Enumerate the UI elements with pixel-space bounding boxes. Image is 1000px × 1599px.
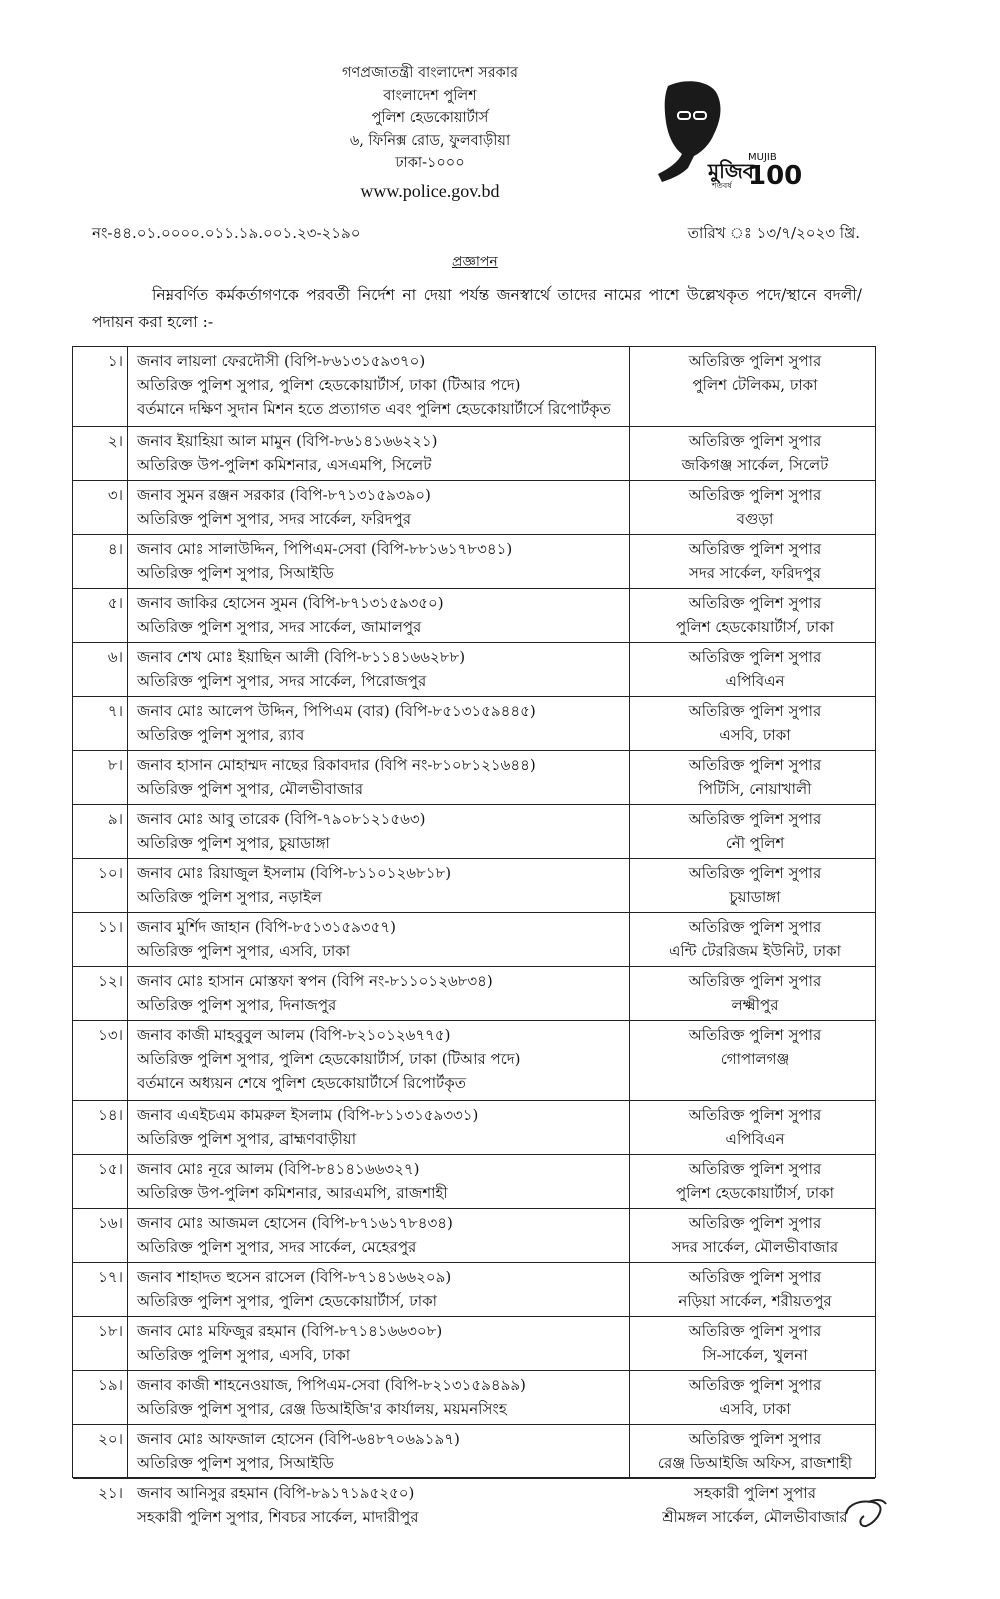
officer-details	[137, 645, 693, 693]
new-posting	[637, 915, 873, 963]
new-posting	[637, 483, 873, 531]
table-row	[73, 1209, 875, 1263]
officer-details	[137, 1265, 693, 1313]
officer-details	[137, 483, 693, 531]
new-posting	[637, 1427, 873, 1475]
serial-number: ১০।	[98, 864, 123, 882]
current-posting: অতিরিক্ত পুলিশ সুপার, পুলিশ হেডকোয়ার্টার্স, ঢাকা (টিআর পদে)	[137, 1050, 521, 1068]
serial-number: ২০।	[98, 1430, 123, 1448]
new-designation: অতিরিক্ত পুলিশ সুপার	[688, 810, 822, 828]
serial-number: ৬।	[107, 648, 123, 666]
letterhead	[280, 62, 580, 205]
officer-name: জনাব মোঃ মফিজুর রহমান (বিপি-৮৭১৪১৬৬৩০৮)	[137, 1322, 443, 1340]
new-location: সদর সার্কেল, ফরিদপুর	[688, 564, 822, 582]
serial-number: ৩।	[107, 486, 123, 504]
table-row	[73, 805, 875, 859]
current-posting: অতিরিক্ত উপ-পুলিশ কমিশনার, আরএমপি, রাজশাহী	[137, 1184, 448, 1202]
header-line-police: বাংলাদেশ পুলিশ	[383, 87, 477, 104]
serial-number: ৮।	[107, 756, 123, 774]
svg-text:MUJIB: MUJIB	[748, 152, 777, 163]
officer-details	[137, 349, 693, 421]
svg-text:মুজিব: মুজিব	[708, 159, 754, 183]
officer-details	[137, 1023, 693, 1095]
serial-number: ১৩।	[98, 1026, 123, 1044]
notice-title: প্রজ্ঞাপন	[452, 254, 498, 270]
new-location: এপিবিএন	[725, 672, 785, 690]
officer-details	[137, 1427, 693, 1475]
new-posting	[637, 645, 873, 693]
serial-number: ১৭।	[98, 1268, 123, 1286]
table-row	[73, 1263, 875, 1317]
new-location: রেঞ্জ ডিআইজি অফিস, রাজশাহী	[657, 1454, 853, 1472]
current-posting: অতিরিক্ত পুলিশ সুপার, মৌলভীবাজার	[137, 780, 364, 798]
officer-details	[137, 915, 693, 963]
current-posting: অতিরিক্ত পুলিশ সুপার, সিআইডি	[137, 564, 334, 582]
new-location: লক্ষ্মীপুর	[731, 996, 779, 1014]
table-row	[73, 481, 875, 535]
header-website: www.police.gov.bd	[360, 180, 500, 201]
officer-name: জনাব শেখ মোঃ ইয়াছিন আলী (বিপি-৮১১৪১৬৬২৮৮)	[137, 648, 466, 666]
table-row	[73, 1101, 875, 1155]
officer-name: জনাব মোঃ সালাউদ্দিন, পিপিএম-সেবা (বিপি-৮৮১৬১৭৮৩৪১)	[137, 540, 513, 558]
officer-details	[137, 429, 693, 477]
new-designation: অতিরিক্ত পুলিশ সুপার	[688, 1026, 822, 1044]
table-row	[73, 427, 875, 481]
new-designation: অতিরিক্ত পুলিশ সুপার	[688, 756, 822, 774]
officer-details	[137, 1157, 693, 1205]
new-posting	[637, 1319, 873, 1367]
new-designation: অতিরিক্ত পুলিশ সুপার	[688, 432, 822, 450]
officer-name: জনাব হাসান মোহাম্মদ নাছের রিকাবদার (বিপি নং-৮১০৮১২১৬৪৪)	[137, 756, 536, 774]
officer-details	[137, 807, 693, 855]
current-posting: অতিরিক্ত পুলিশ সুপার, পুলিশ হেডকোয়ার্টার্স, ঢাকা (টিআর পদে)	[137, 376, 521, 394]
new-location: শ্রীমঙ্গল সার্কেল, মৌলভীবাজার	[662, 1508, 848, 1526]
new-designation: অতিরিক্ত পুলিশ সুপার	[688, 702, 822, 720]
new-designation: অতিরিক্ত পুলিশ সুপার	[688, 594, 822, 612]
current-posting: অতিরিক্ত পুলিশ সুপার, দিনাজপুর	[137, 996, 337, 1014]
new-posting	[637, 1157, 873, 1205]
current-posting: অতিরিক্ত পুলিশ সুপার, র‍্যাব	[137, 726, 305, 744]
table-row	[73, 859, 875, 913]
current-posting: অতিরিক্ত পুলিশ সুপার, রেঞ্জ ডিআইজি'র কার্যালয়, ময়মনসিংহ	[137, 1400, 507, 1418]
current-posting: সহকারী পুলিশ সুপার, শিবচর সার্কেল, মাদারীপুর	[137, 1508, 419, 1526]
header-line-government: গণপ্রজাতন্ত্রী বাংলাদেশ সরকার	[341, 65, 518, 81]
header-line-city: ঢাকা-১০০০	[395, 155, 465, 171]
table-row	[73, 697, 875, 751]
new-location: গোপালগঞ্জ	[720, 1050, 790, 1068]
new-designation: অতিরিক্ত পুলিশ সুপার	[688, 972, 822, 990]
officer-name: জনাব লায়লা ফেরদৌসী (বিপি-৮৬১৩১৫৯৩৭০)	[137, 352, 426, 370]
officer-name: জনাব মোঃ আবু তারেক (বিপি-৭৯০৮১২১৫৬৩)	[137, 810, 426, 828]
officer-details	[137, 969, 693, 1017]
table-row	[73, 1155, 875, 1209]
header-line-headquarters: পুলিশ হেডকোয়ার্টার্স	[371, 110, 489, 126]
new-location: এন্টি টেররিজম ইউনিট, ঢাকা	[669, 942, 841, 960]
officer-name: জনাব সুমন রঞ্জন সরকার (বিপি-৮৭১৩১৫৯৩৯০)	[137, 486, 431, 504]
officer-name: জনাব মোঃ নূরে আলম (বিপি-৮৪১৪১৬৬৩২৭)	[137, 1160, 420, 1178]
serial-number: ২।	[107, 432, 123, 450]
new-location: পুলিশ হেডকোয়ার্টার্স, ঢাকা	[675, 618, 834, 636]
new-designation: অতিরিক্ত পুলিশ সুপার	[688, 1376, 822, 1394]
new-posting	[637, 1103, 873, 1151]
officer-details	[137, 591, 693, 639]
table-row	[73, 751, 875, 805]
new-designation: অতিরিক্ত পুলিশ সুপার	[688, 352, 822, 370]
new-location: পিটিসি, নোয়াখালী	[698, 780, 812, 798]
new-designation: অতিরিক্ত পুলিশ সুপার	[688, 1430, 822, 1448]
officer-details	[137, 1103, 693, 1151]
new-designation: অতিরিক্ত পুলিশ সুপার	[688, 648, 822, 666]
officer-details	[137, 1319, 693, 1367]
new-posting	[637, 591, 873, 639]
serial-number: ১১।	[98, 918, 123, 936]
transfer-table	[72, 346, 876, 1526]
current-posting: অতিরিক্ত পুলিশ সুপার, চুয়াডাঙ্গা	[137, 834, 330, 852]
officer-name: জনাব মোঃ আজমল হোসেন (বিপি-৮৭১৬১৭৮৪৩৪)	[137, 1214, 453, 1232]
new-designation: অতিরিক্ত পুলিশ সুপার	[688, 864, 822, 882]
intro-paragraph: নিম্নবর্ণিত কর্মকর্তাগণকে পরবর্তী নির্দেশ না দেয়া পর্যন্ত জনস্বার্থে তাদের নামের পাশে উল্লেখকৃত পদে/স্থানে বদলী/পদায়ন করা হলো :-	[92, 286, 862, 331]
new-posting	[637, 349, 873, 397]
table-row	[73, 1371, 875, 1425]
officer-name: জনাব জাকির হোসেন সুমন (বিপি-৮৭১৩১৫৯৩৫০)	[137, 594, 444, 612]
new-location: এপিবিএন	[725, 1130, 785, 1148]
current-posting: অতিরিক্ত পুলিশ সুপার, সদর সার্কেল, মেহেরপুর	[137, 1238, 417, 1256]
officer-details	[137, 861, 693, 909]
new-posting	[637, 1373, 873, 1421]
header-line-address: ৬, ফিনিক্স রোড, ফুলবাড়ীয়া	[349, 132, 511, 149]
serial-number: ১৯।	[98, 1376, 123, 1394]
svg-text:100: 100	[748, 161, 803, 191]
serial-number: ২১।	[98, 1484, 123, 1502]
current-posting: অতিরিক্ত পুলিশ সুপার, নড়াইল	[137, 888, 322, 906]
new-location: বগুড়া	[736, 510, 774, 528]
new-posting	[637, 1211, 873, 1259]
new-posting	[637, 699, 873, 747]
serial-number: ১৫।	[98, 1160, 123, 1178]
new-location: সদর সার্কেল, মৌলভীবাজার	[671, 1238, 839, 1256]
new-designation: অতিরিক্ত পুলিশ সুপার	[688, 1160, 822, 1178]
officer-name: জনাব আনিসুর রহমান (বিপি-৮৯১৭১৯৫২৫০)	[137, 1484, 415, 1502]
current-posting: অতিরিক্ত পুলিশ সুপার, পুলিশ হেডকোয়ার্টার্স, ঢাকা	[137, 1292, 437, 1310]
new-location: পুলিশ হেডকোয়ার্টার্স, ঢাকা	[675, 1184, 834, 1202]
officer-name: জনাব কাজী শাহনেওয়াজ, পিপিএম-সেবা (বিপি-৮২১৩১৫৯৪৯৯)	[137, 1376, 526, 1394]
table-row	[73, 535, 875, 589]
new-designation: অতিরিক্ত পুলিশ সুপার	[688, 918, 822, 936]
new-location: জকিগঞ্জ সার্কেল, সিলেট	[681, 456, 829, 474]
new-designation: অতিরিক্ত পুলিশ সুপার	[688, 540, 822, 558]
serial-number: ১৬।	[98, 1214, 123, 1232]
officer-name: জনাব মোঃ আলেপ উদ্দিন, পিপিএম (বার) (বিপি-৮৫১৩১৫৯৪৪৫)	[137, 702, 536, 720]
new-location: চুয়াডাঙ্গা	[729, 888, 781, 906]
serial-number: ১২।	[98, 972, 123, 990]
serial-number: ১৪।	[98, 1106, 123, 1124]
new-designation: অতিরিক্ত পুলিশ সুপার	[688, 1106, 822, 1124]
new-designation: সহকারী পুলিশ সুপার	[694, 1484, 816, 1502]
serial-number: ৭।	[107, 702, 123, 720]
new-location: এসবি, ঢাকা	[719, 726, 791, 744]
signature-initial	[838, 1490, 898, 1530]
new-location: সি-সার্কেল, খুলনা	[702, 1346, 808, 1364]
new-posting	[637, 429, 873, 477]
svg-text:শতবর্ষ: শতবর্ষ	[712, 181, 732, 190]
table-row	[73, 1021, 875, 1101]
table-row	[73, 913, 875, 967]
officer-details	[137, 699, 693, 747]
table-row	[73, 1425, 875, 1479]
current-posting: অতিরিক্ত পুলিশ সুপার, ব্রাহ্মণবাড়ীয়া	[137, 1130, 357, 1148]
current-posting: অতিরিক্ত উপ-পুলিশ কমিশনার, এসএমপি, সিলেট	[137, 456, 432, 474]
new-location: নড়িয়া সার্কেল, শরীয়তপুর	[678, 1292, 832, 1310]
officer-name: জনাব মোঃ আফজাল হোসেন (বিপি-৬৪৮৭০৬৯১৯৭)	[137, 1430, 460, 1448]
officer-details	[137, 753, 693, 801]
current-posting: অতিরিক্ত পুলিশ সুপার, এসবি, ঢাকা	[137, 1346, 351, 1364]
current-posting: অতিরিক্ত পুলিশ সুপার, এসবি, ঢাকা	[137, 942, 351, 960]
officer-name: জনাব এএইচএম কামরুল ইসলাম (বিপি-৮১১৩১৫৯৩৩১)	[137, 1106, 479, 1124]
current-posting: অতিরিক্ত পুলিশ সুপার, সিআইডি	[137, 1454, 334, 1472]
current-posting: অতিরিক্ত পুলিশ সুপার, সদর সার্কেল, জামালপুর	[137, 618, 422, 636]
new-designation: অতিরিক্ত পুলিশ সুপার	[688, 1214, 822, 1232]
officer-name: জনাব কাজী মাহবুবুল আলম (বিপি-৮২১০১২৬৭৭৫)	[137, 1026, 451, 1044]
new-posting	[637, 753, 873, 801]
officer-details	[137, 1211, 693, 1259]
serial-number: ৯।	[107, 810, 123, 828]
officer-name: জনাব মোঃ রিয়াজুল ইসলাম (বিপি-৮১১০১২৬৮১৮)	[137, 864, 452, 882]
posting-remark: বর্তমানে অধ্যয়ন শেষে পুলিশ হেডকোয়ার্টার্সে রিপোর্টকৃত	[137, 1074, 466, 1092]
new-posting	[637, 537, 873, 585]
serial-number: ৪।	[107, 540, 123, 558]
new-location: নৌ পুলিশ	[725, 834, 785, 852]
officer-details	[137, 1373, 693, 1421]
officer-name: জনাব ইয়াহিয়া আল মামুন (বিপি-৮৬১৪১৬৬২২১)	[137, 432, 438, 450]
new-posting	[637, 807, 873, 855]
new-designation: অতিরিক্ত পুলিশ সুপার	[688, 1322, 822, 1340]
officer-name: জনাব মুর্শিদ জাহান (বিপি-৮৫১৩১৫৯৩৫৭)	[137, 918, 396, 936]
current-posting: অতিরিক্ত পুলিশ সুপার, সদর সার্কেল, পিরোজপুর	[137, 672, 427, 690]
table-row	[73, 589, 875, 643]
table-row	[73, 347, 875, 427]
new-posting	[637, 969, 873, 1017]
memo-number: নং-৪৪.০১.০০০০.০১১.১৯.০০১.২৩-২১৯০	[92, 224, 361, 242]
serial-number: ৫।	[107, 594, 123, 612]
new-posting	[637, 861, 873, 909]
table-row	[73, 643, 875, 697]
current-posting: অতিরিক্ত পুলিশ সুপার, সদর সার্কেল, ফরিদপুর	[137, 510, 412, 528]
serial-number: ১।	[107, 352, 123, 370]
new-location: এসবি, ঢাকা	[719, 1400, 791, 1418]
new-designation: অতিরিক্ত পুলিশ সুপার	[688, 486, 822, 504]
officer-name: জনাব মোঃ হাসান মোস্তফা স্বপন (বিপি নং-৮১১০১২৬৮৩৪)	[137, 972, 493, 990]
table-row	[73, 967, 875, 1021]
officer-details	[137, 1481, 693, 1529]
mujib-100-logo	[648, 78, 803, 191]
new-location: পুলিশ টেলিকম, ঢাকা	[692, 376, 818, 394]
posting-remark: বর্তমানে দক্ষিণ সুদান মিশন হতে প্রত্যাগত এবং পুলিশ হেডকোয়ার্টার্সে রিপোর্টকৃত	[137, 400, 611, 418]
new-designation: অতিরিক্ত পুলিশ সুপার	[688, 1268, 822, 1286]
officer-name: জনাব শাহাদত হুসেন রাসেল (বিপি-৮৭১৪১৬৬২০৯)	[137, 1268, 452, 1286]
serial-number: ১৮।	[98, 1322, 123, 1340]
issue-date: তারিখ ঃ ১৩/৭/২০২৩ খ্রি.	[687, 224, 860, 242]
new-posting	[637, 1023, 873, 1071]
new-posting	[637, 1265, 873, 1313]
officer-details	[137, 537, 693, 585]
table-row	[73, 1317, 875, 1371]
